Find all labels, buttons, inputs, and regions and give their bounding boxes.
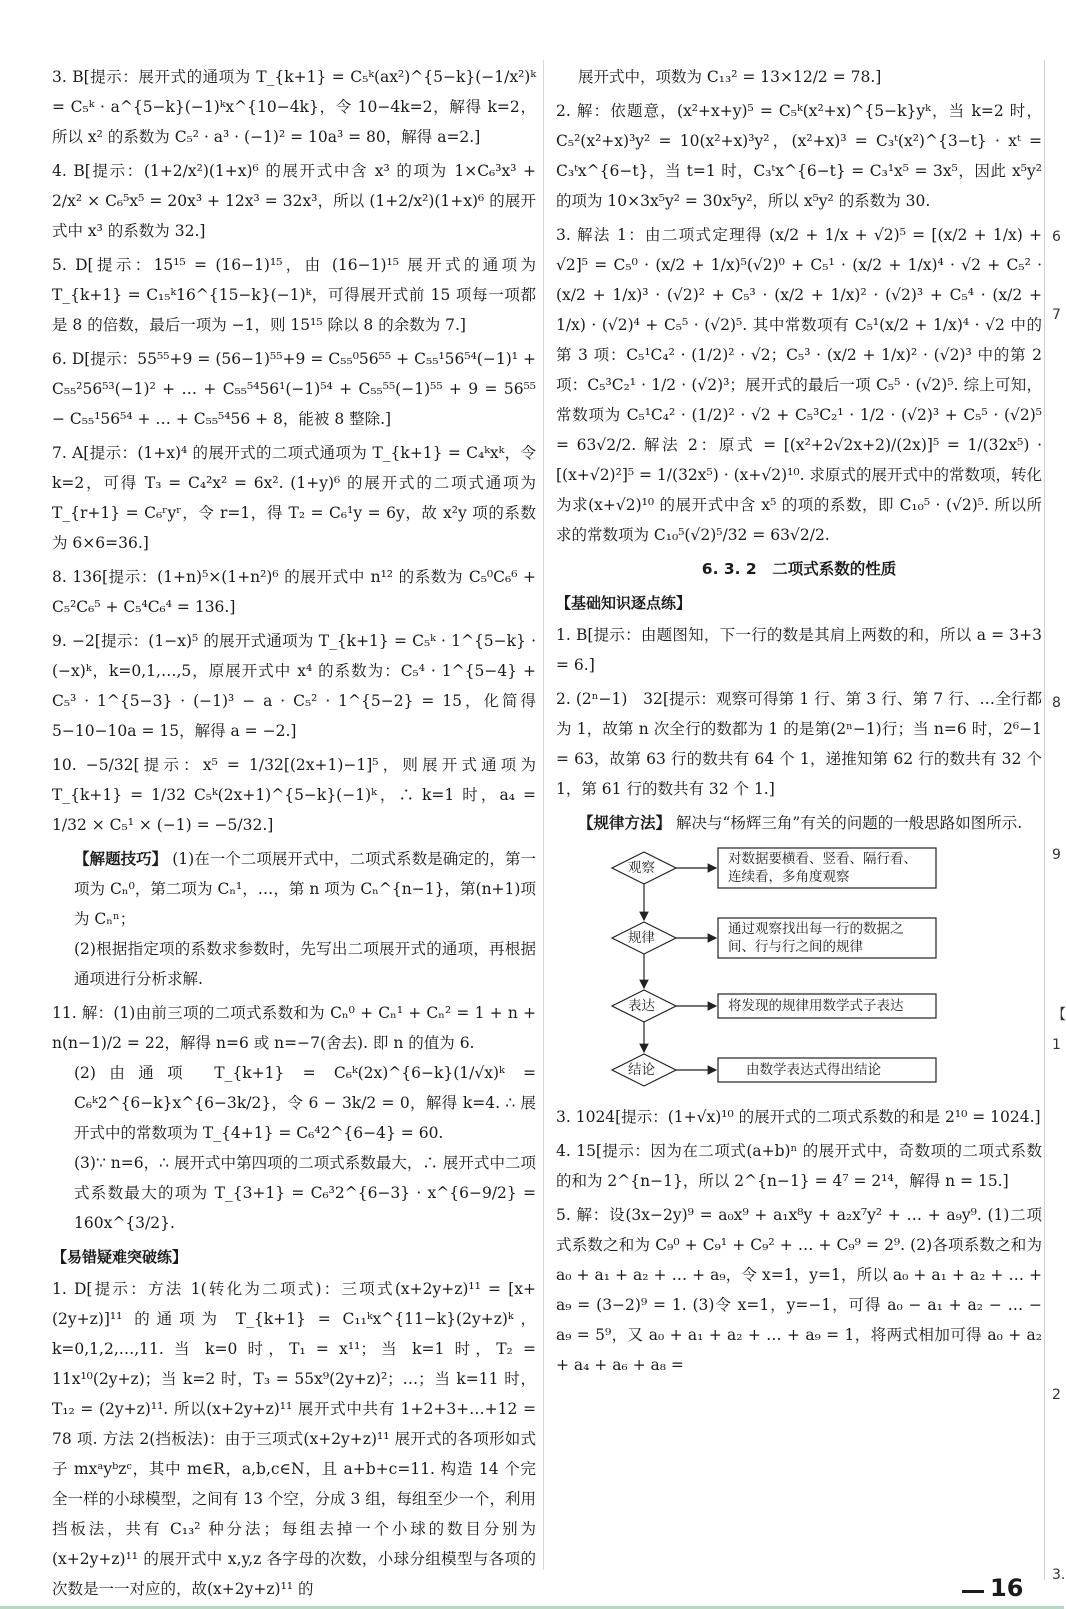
method-text: 解决与“杨辉三角”有关的问题的一般思路如图所示. xyxy=(675,814,1023,832)
section-label: 【易错疑难突破练】 xyxy=(52,1248,188,1266)
answer-item: 4. 15[提示：因为在二项式(a+b)ⁿ 的展开式中，奇数项的二项式系数的和为 2^{n−1}，所以 2^{n−1} = 4⁷ = 2¹⁴，解得 n = 15.] xyxy=(556,1142,1042,1190)
answer-item: 9. −2[提示：(1−x)⁵ 的展开式通项为 T_{k+1} = C₅ᵏ · 1^{5−k} · (−x)ᵏ，k=0,1,…,5，原展开式中 x⁴ 的系数为：C₅⁴ · 1^{5−4} + C₅³ · 1^{5−3} · (−1)³ − a · C₅² · 1^{5−2} = 15，化简得 5−10−10a = 15，解得 a = −2.] xyxy=(52,632,536,740)
answer-item: 5. D[提示：15¹⁵ = (16−1)¹⁵，由 (16−1)¹⁵ 展开式的通项为 T_{k+1} = C₁₅ᵏ16^{15−k}(−1)ᵏ，可得展开式前 15 项每一项都是 8 的倍数，最后一项为 −1，则 15¹⁵ 除以 8 的余数为 7.] xyxy=(52,256,536,334)
answer-item: 7. A[提示：(1+x)⁴ 的展开式的二项式通项为 T_{k+1} = C₄ᵏxᵏ，令 k=2，可得 T₃ = C₄²x² = 6x². (1+y)⁶ 的展开式的二项式通项为 T_{r+1} = C₆ʳyʳ，令 r=1，得 T₂ = C₆¹y = 6y，故 x²y 项的系数为 6×6=36.] xyxy=(52,444,536,552)
edge-fragment: 3. xyxy=(1052,1567,1066,1583)
tip-text: (2)根据指定项的系数求参数时，先写出二项展开式的通项，再根据通项进行分析求解. xyxy=(74,940,536,988)
tips-label: 【解题技巧】 xyxy=(74,850,168,868)
answer-item: 2. (2ⁿ−1) 32[提示：观察可得第 1 行、第 3 行、第 7 行、…全行都为 1，故第 n 次全行的数都为 1 的是第(2ⁿ−1)行；当 n=6 时，2⁶−1 = 63，故第 63 行的数共有 64 个 1，递推知第 62 行的数共有 32 个 1，第 61 行的数共有 32 个 1.] xyxy=(556,690,1042,798)
section-title: 6. 3. 2 二项式系数的性质 xyxy=(701,560,897,578)
tips-block xyxy=(52,844,536,994)
answer-item: 1. D[提示：方法 1(转化为二项式)：三项式(x+2y+z)¹¹ = [x+(2y+z)]¹¹ 的通项为 T_{k+1} = C₁₁ᵏx^{11−k}(2y+z)ᵏ，k=0,1,2,…,11. 当 k=0 时，T₁ = x¹¹；当 k=1 时，T₂ = 11x¹⁰(2y+z)；当 k=2 时，T₃ = 55x⁹(2y+z)²；…；当 k=11 时，T₁₂ = (2y+z)¹¹. 所以(x+2y+z)¹¹ 展开式中共有 1+2+3+…+12 = 78 项. 方法 2(挡板法)：由于三项式(x+2y+z)¹¹ 展开式的各项形如式子 mxᵃyᵇzᶜ，其中 m∈R，a,b,c∈N，且 a+b+c=11. 构造 14 个完全一样的小球模型，之间有 13 个空，分成 3 组，每组至少一个，利用挡板法，共有 C₁₃² 种分法；每组去掉一个小球的数目分别为(x+2y+z)¹¹ 的展开式中 x,y,z 各字母的次数，小球分组模型与各项的次数是一一对应的，故(x+2y+z)¹¹ 的 xyxy=(52,1280,536,1598)
flow-step-label: 结论 xyxy=(628,1062,655,1078)
flowchart xyxy=(556,844,1042,1096)
right-column xyxy=(556,62,1042,1384)
edge-fragment: 9 xyxy=(1052,847,1061,863)
edge-fragment: 【 xyxy=(1052,1007,1066,1023)
method-block xyxy=(556,808,1042,838)
edge-fragment: 8 xyxy=(1052,695,1061,711)
page-number-dash xyxy=(962,1590,984,1593)
answer-item: 3. 解法 1：由二项式定理得 (x/2 + 1/x + √2)⁵ = [(x/2 + 1/x) + √2]⁵ = C₅⁰ · (x/2 + 1/x)⁵(√2)⁰ + C₅¹ · (x/2 + 1/x)⁴ · √2 + C₅² · (x/2 + 1/x)³ · (√2)² + C₅³ · (x/2 + 1/x)² · (√2)³ + C₅⁴ · (x/2 + 1/x) · (√2)⁴ + C₅⁵ · (√2)⁵. 其中常数项有 C₅¹(x/2 + 1/x)⁴ · √2 中的第 3 项：C₅¹C₄² · (1/2)² · √2；C₅³ · (x/2 + 1/x)² · (√2)³ 中的第 2 项：C₅³C₂¹ · 1/2 · (√2)³；展开式的最后一项 C₅⁵ · (√2)⁵. 综上可知，常数项为 C₅¹C₄² · (1/2)² · √2 + C₅³C₂¹ · 1/2 · (√2)³ + C₅⁵ · (√2)⁵ = 63√2/2. 解法 2：原式 = [(x²+2√2x+2)/(2x)]⁵ = 1/(32x⁵) · [(x+√2)²]⁵ = 1/(32x⁵) · (x+√2)¹⁰. 求原式的展开式中的常数项，转化为求(x+√2)¹⁰ 的展开式中含 x⁵ 的项的系数，即 C₁₀⁵ · (√2)⁵. 所以所求的常数项为 C₁₀⁵(√2)⁵/32 = 63√2/2. xyxy=(556,226,1042,544)
edge-fragment: 2 xyxy=(1052,1387,1061,1403)
answer-item: 5. 解：设(3x−2y)⁹ = a₀x⁹ + a₁x⁸y + a₂x⁷y² + … + a₉y⁹. (1)二项式系数之和为 C₉⁰ + C₉¹ + C₉² + … + C₉⁹ = 2⁹. (2)各项系数之和为 a₀ + a₁ + a₂ + … + a₉，令 x=1，y=1，所以 a₀ + a₁ + a₂ + … + a₉ = (3−2)⁹ = 1. (3)令 x=1，y=−1，可得 a₀ − a₁ + a₂ − … − a₉ = 5⁹，又 a₀ + a₁ + a₂ + … + a₉ = 1，将两式相加可得 a₀ + a₂ + a₄ + a₆ + a₈ = xyxy=(556,1206,1042,1374)
flow-step-label: 表达 xyxy=(628,998,655,1014)
answer-item: 4. B[提示：(1+2/x²)(1+x)⁶ 的展开式中含 x³ 的项为 1×C₆³x³ + 2/x² × C₆⁵x⁵ = 20x³ + 12x³ = 32x³，所以 (1+2/x²)(1+x)⁶ 的展开式中 x³ 的系数为 32.] xyxy=(52,162,536,240)
column-divider xyxy=(543,60,544,1570)
edge-fragment: 1 xyxy=(1052,1037,1061,1053)
answer-item: 3. B[提示：展开式的通项为 T_{k+1} = C₅ᵏ(ax²)^{5−k}(−1/x²)ᵏ = C₅ᵏ · a^{5−k}(−1)ᵏx^{10−4k}，令 10−4k=2，解得 k=2，所以 x² 的系数为 C₅² · a³ · (−1)² = 10a³ = 80，解得 a=2.] xyxy=(52,68,536,146)
answer-item: 1. B[提示：由题图知，下一行的数是其肩上两数的和，所以 a = 3+3 = 6.] xyxy=(556,626,1042,674)
edge-fragment: 6 xyxy=(1052,229,1061,245)
method-label: 【规律方法】 xyxy=(578,814,672,832)
page-edge-line xyxy=(1044,60,1045,1580)
section-label: 【基础知识逐点练】 xyxy=(556,594,692,612)
flow-desc-text: 由数学表达式得出结论 xyxy=(746,1062,881,1078)
left-column xyxy=(52,62,536,1608)
flow-step-label: 观察 xyxy=(628,860,655,876)
tip-text: (1)在一个二项展开式中，二项式系数是确定的，第一项为 Cₙ⁰，第二项为 Cₙ¹，…，第 n 项为 Cₙ^{n−1}，第(n+1)项为 Cₙⁿ； xyxy=(74,850,536,928)
continued-text: 展开式中，项数为 C₁₃² = 13×12/2 = 78.] xyxy=(578,68,882,86)
answer-item: 6. D[提示：55⁵⁵+9 = (56−1)⁵⁵+9 = C₅₅⁰56⁵⁵ + C₅₅¹56⁵⁴(−1)¹ + C₅₅²56⁵³(−1)² + … + C₅₅⁵⁴56¹(−1)⁵⁴ + C₅₅⁵⁵(−1)⁵⁵ + 9 = 56⁵⁵ − C₅₅¹56⁵⁴ + … + C₅₅⁵⁴56 + 8，能被 8 整除.] xyxy=(52,350,536,428)
flow-step-label: 规律 xyxy=(628,930,655,946)
edge-fragment: 7 xyxy=(1052,307,1061,323)
answer-item: 8. 136[提示：(1+n)⁵×(1+n²)⁶ 的展开式中 n¹² 的系数为 C₅⁰C₆⁶ + C₅²C₆⁵ + C₅⁴C₆⁴ = 136.] xyxy=(52,568,536,616)
answer-item-11: 11. 解：(1)由前三项的二项式系数和为 Cₙ⁰ + Cₙ¹ + Cₙ² = 1 + n + n(n−1)/2 = 22，解得 n=6 或 n=−7(舍去). 即 n 的值为 6. (2)由通项 T_{k+1} = C₆ᵏ(2x)^{6−k}(1/√x)ᵏ = C₆ᵏ2^{6−k}x^{6−3k/2}，令 6 − 3k/2 = 0，解得 k=4. ∴ 展开式中的常数项为 T_{4+1} = C₆⁴2^{6−4} = 60. (3)∵ n=6，∴ 展开式中第四项的二项式系数最大，∴ 展开式中二项式系数最大的项为 T_{3+1} = C₆³2^{6−3} · x^{6−9/2} = 160x^{3/2}. xyxy=(52,1004,536,1232)
page-number: 16 xyxy=(990,1574,1024,1602)
flow-desc-text: 将发现的规律用数学式子表达 xyxy=(728,998,904,1014)
flow-desc-text: 对数据要横看、竖看、隔行看、连续看，多角度观察 xyxy=(728,851,917,885)
flow-desc-text: 通过观察找出每一行的数据之间、行与行之间的规律 xyxy=(728,921,904,955)
answer-item: 10. −5/32[提示：x⁵ = 1/32[(2x+1)−1]⁵，则展开式通项为 T_{k+1} = 1/32 C₅ᵏ(2x+1)^{5−k}(−1)ᵏ，∴ k=1 时，a₄ = 1/32 × C₅¹ × (−1) = −5/32.] xyxy=(52,756,536,834)
answer-item: 2. 解：依题意，(x²+x+y)⁵ = C₅ᵏ(x²+x)^{5−k}yᵏ，当 k=2 时，C₅²(x²+x)³y² = 10(x²+x)³y²，(x²+x)³ = C₃ᵗ(x²)^{3−t} · xᵗ = C₃ᵗx^{6−t}，当 t=1 时，C₃ᵗx^{6−t} = C₃¹x⁵ = 3x⁵，因此 x⁵y² 的项为 10×3x⁵y² = 30x⁵y²，所以 x⁵y² 的系数为 30. xyxy=(556,102,1042,210)
answer-item: 3. 1024[提示：(1+√x)¹⁰ 的展开式的二项式系数的和是 2¹⁰ = 1024.] xyxy=(556,1108,1041,1126)
